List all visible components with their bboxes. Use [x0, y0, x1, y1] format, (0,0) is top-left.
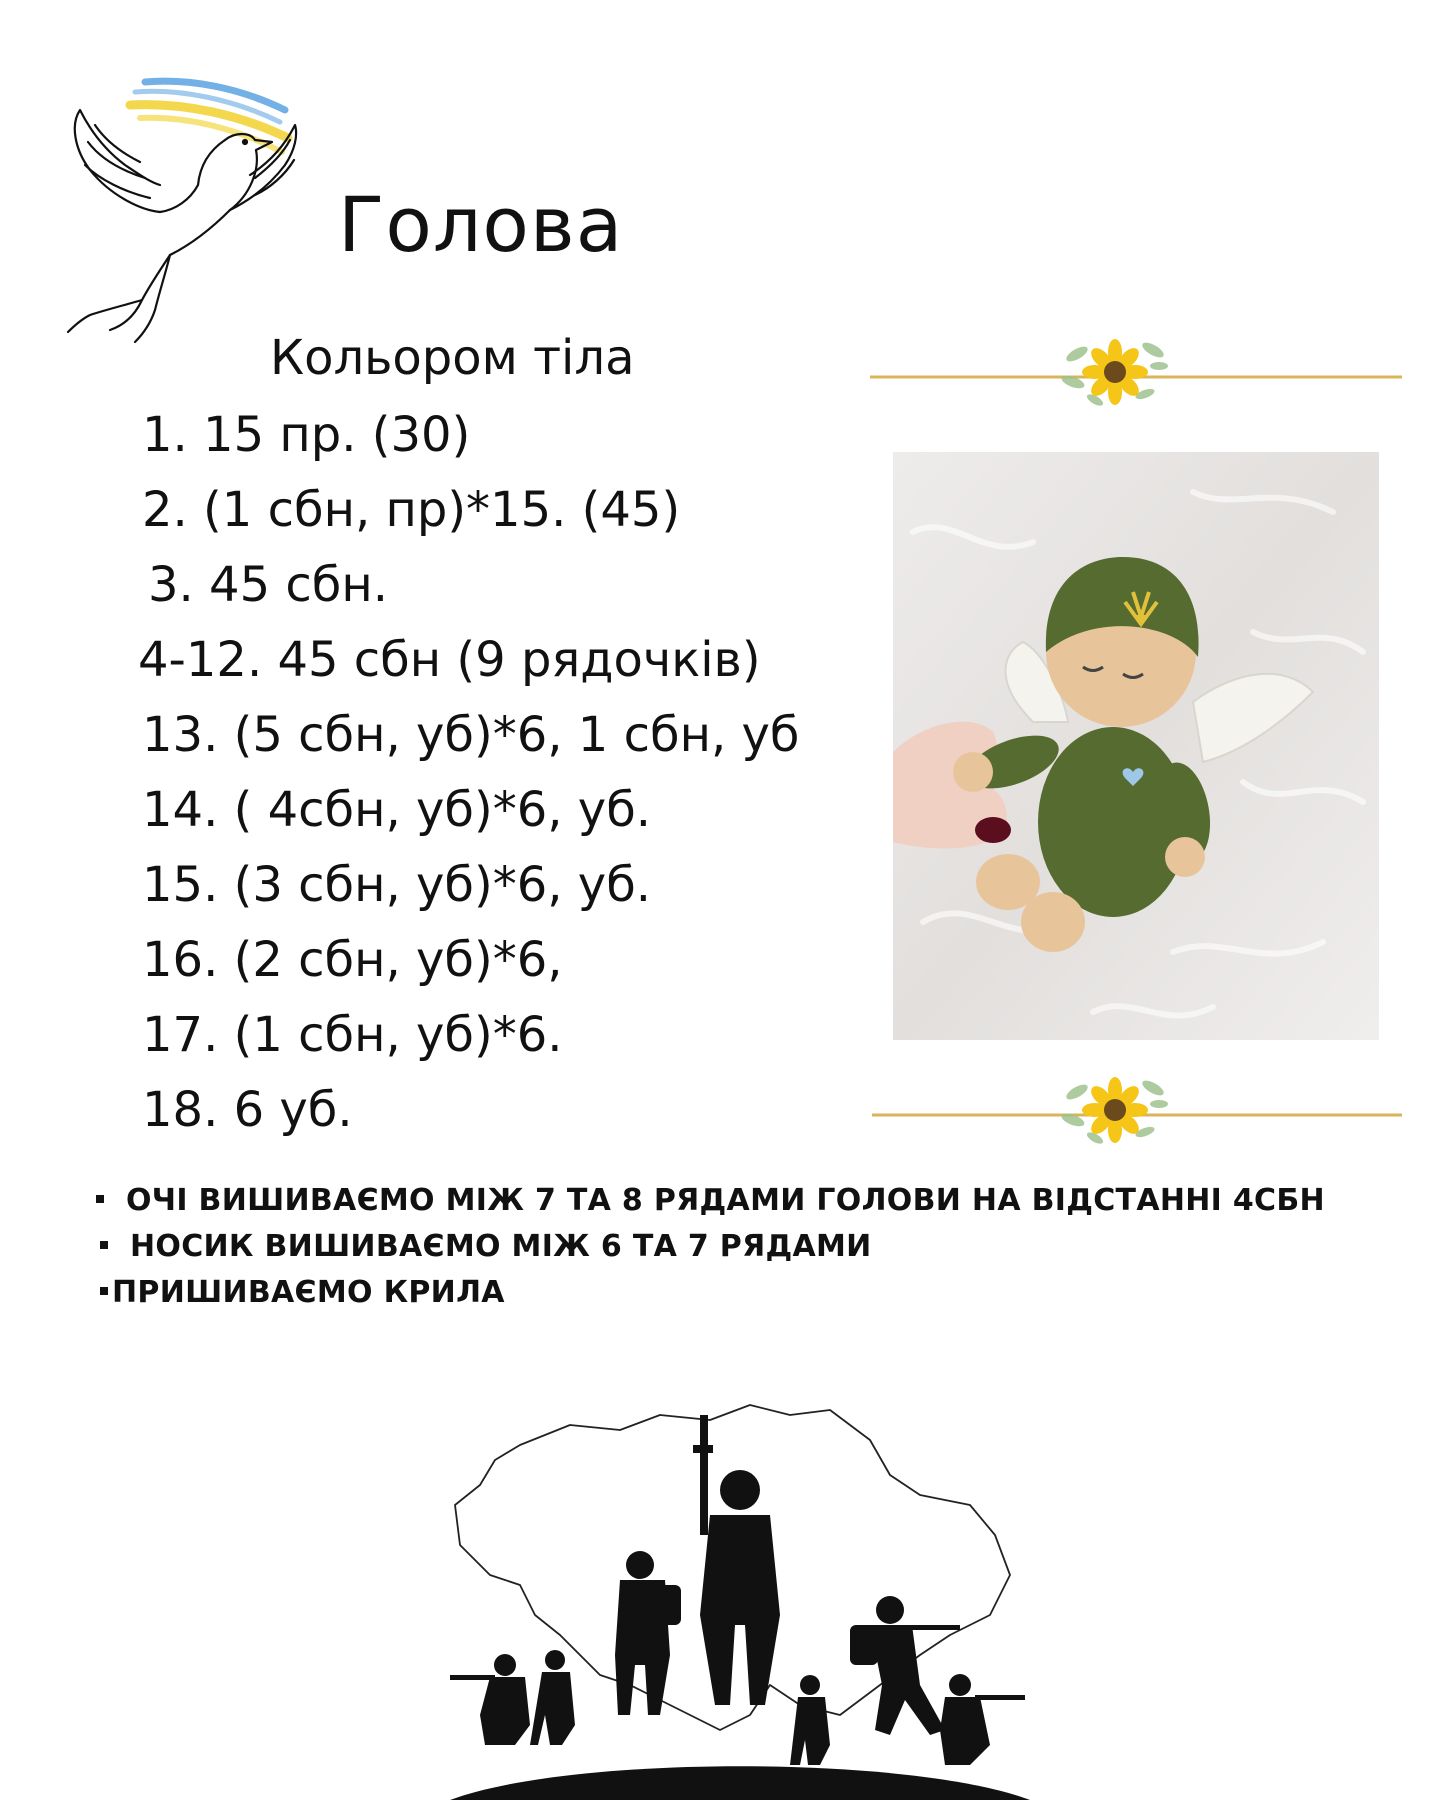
- doll-hand-left: [953, 752, 993, 792]
- page-title: Голова: [338, 180, 624, 269]
- bullet-icon: [96, 1195, 104, 1203]
- instruction-notes: [96, 1178, 1325, 1316]
- sunflower-divider-bottom: [870, 1068, 1402, 1158]
- soldiers-silhouette: [450, 1415, 1030, 1800]
- pattern-step: 18. 6 уб.: [142, 1082, 353, 1138]
- pattern-step: 17. (1 сбн, уб)*6.: [142, 1007, 563, 1063]
- pattern-steps-list: [138, 398, 800, 1148]
- page-subtitle: Кольором тіла: [270, 330, 635, 386]
- sunflower-icon: [1060, 1077, 1168, 1146]
- note-text: НОСИК ВИШИВАЄМО МІЖ 6 ТА 7 РЯДАМИ: [130, 1229, 872, 1264]
- sunflower-divider-top: [870, 330, 1402, 420]
- dove-with-flag-icon: [50, 70, 320, 350]
- sunflower-icon: [1060, 339, 1168, 408]
- note-text: ПРИШИВАЄМО КРИЛА: [112, 1275, 505, 1310]
- note-item: [96, 1270, 1325, 1316]
- fingernail: [975, 817, 1011, 843]
- pattern-step: 16. (2 сбн, уб)*6,: [142, 932, 563, 988]
- bullet-icon: [100, 1287, 108, 1295]
- doll-leg-right: [1021, 892, 1085, 952]
- pattern-step: 3. 45 сбн.: [148, 557, 389, 613]
- pattern-step: 2. (1 сбн, пр)*15. (45): [142, 482, 681, 538]
- pattern-step: 1. 15 пр. (30): [142, 407, 471, 463]
- ukraine-map-soldiers-icon: [450, 1385, 1030, 1800]
- pattern-step: 4-12. 45 сбн (9 рядочків): [138, 632, 761, 688]
- doll-hand-right: [1165, 837, 1205, 877]
- note-text: ОЧІ ВИШИВАЄМО МІЖ 7 ТА 8 РЯДАМИ ГОЛОВИ НА ВІДСТАННІ 4СБН: [126, 1183, 1325, 1218]
- note-item: [96, 1224, 1325, 1270]
- pattern-step: 13. (5 сбн, уб)*6, 1 сбн, уб: [142, 707, 800, 763]
- note-item: [96, 1178, 1325, 1224]
- pattern-step: 15. (3 сбн, уб)*6, уб.: [142, 857, 652, 913]
- pattern-step: 14. ( 4сбн, уб)*6, уб.: [142, 782, 652, 838]
- doll-photo: [893, 452, 1379, 1040]
- bullet-icon: [100, 1241, 108, 1249]
